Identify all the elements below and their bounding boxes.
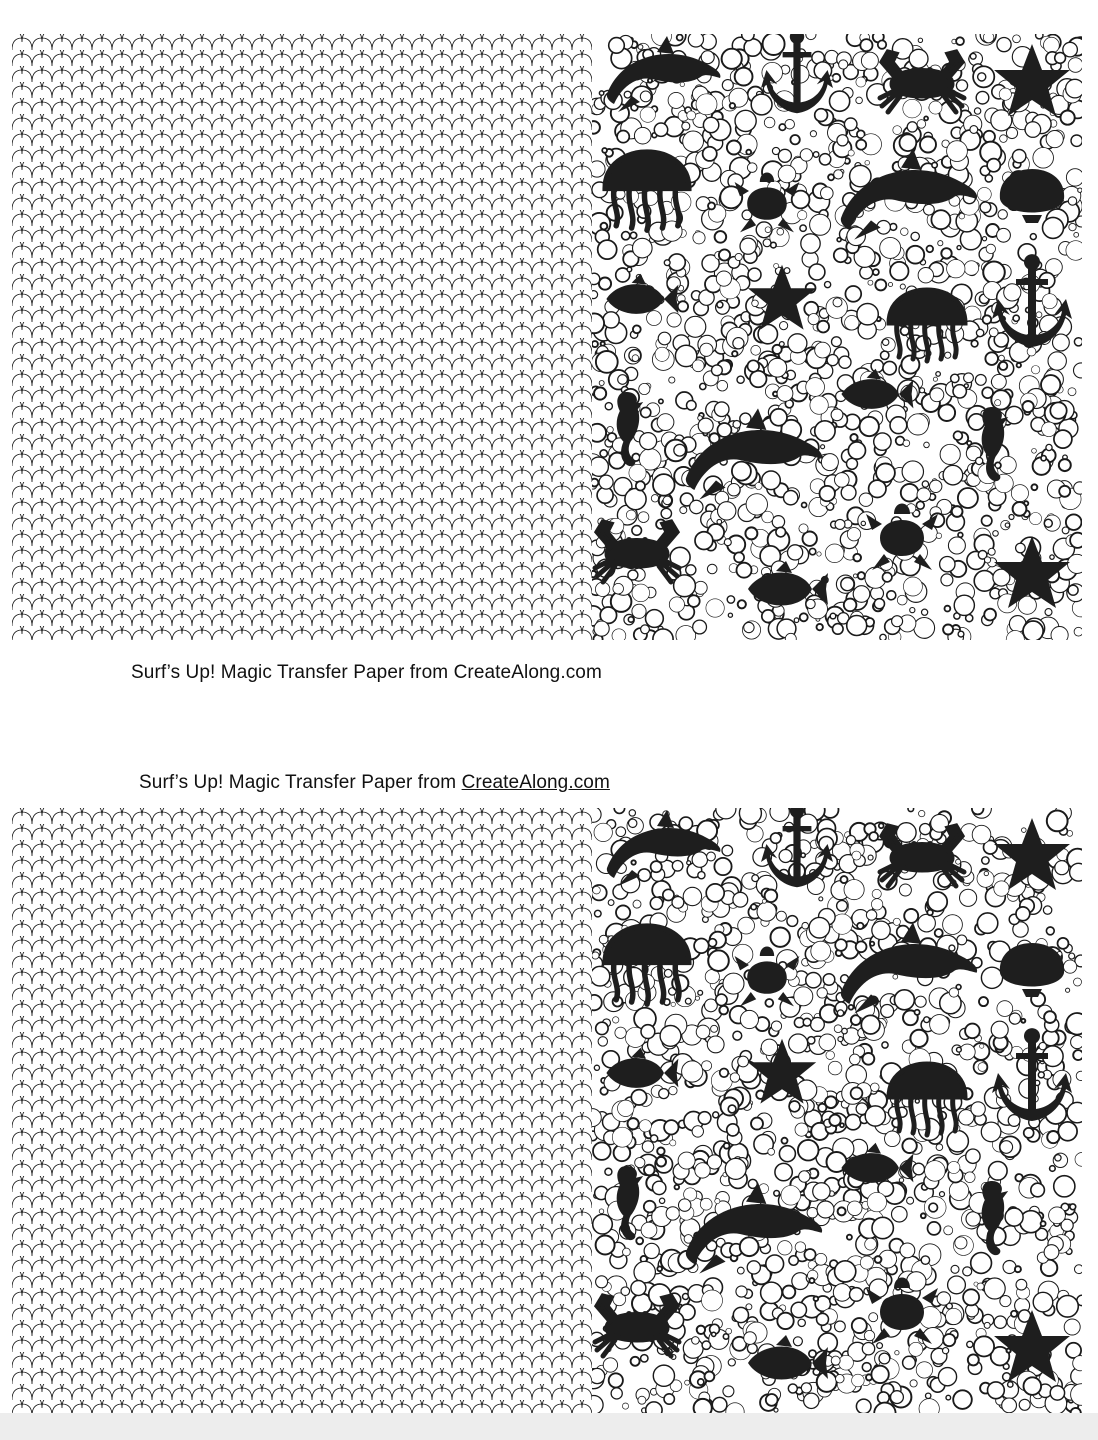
caption-link[interactable]: CreateAlong.com: [461, 772, 610, 793]
sea-creature-bubble-pattern: [592, 808, 1082, 1414]
jellyfish-icon: [605, 152, 689, 230]
jellyfish-icon: [889, 290, 965, 361]
sea-creature-bubble-pattern: [592, 34, 1082, 640]
transfer-panel-bottom: [12, 808, 1082, 1414]
caption-bottom: [139, 772, 610, 794]
transfer-panel-top: [12, 34, 1082, 640]
page-bottom-strip: [0, 1413, 1098, 1440]
caption-top: [131, 662, 602, 684]
jellyfish-icon: [889, 1064, 965, 1135]
caption-text: Surf’s Up! Magic Transfer Paper from: [139, 772, 462, 793]
caption-link[interactable]: CreateAlong.com: [453, 662, 602, 683]
fish-scale-pattern: [12, 808, 592, 1414]
caption-text: Surf’s Up! Magic Transfer Paper from: [131, 662, 454, 683]
fish-scale-pattern: [12, 34, 592, 640]
